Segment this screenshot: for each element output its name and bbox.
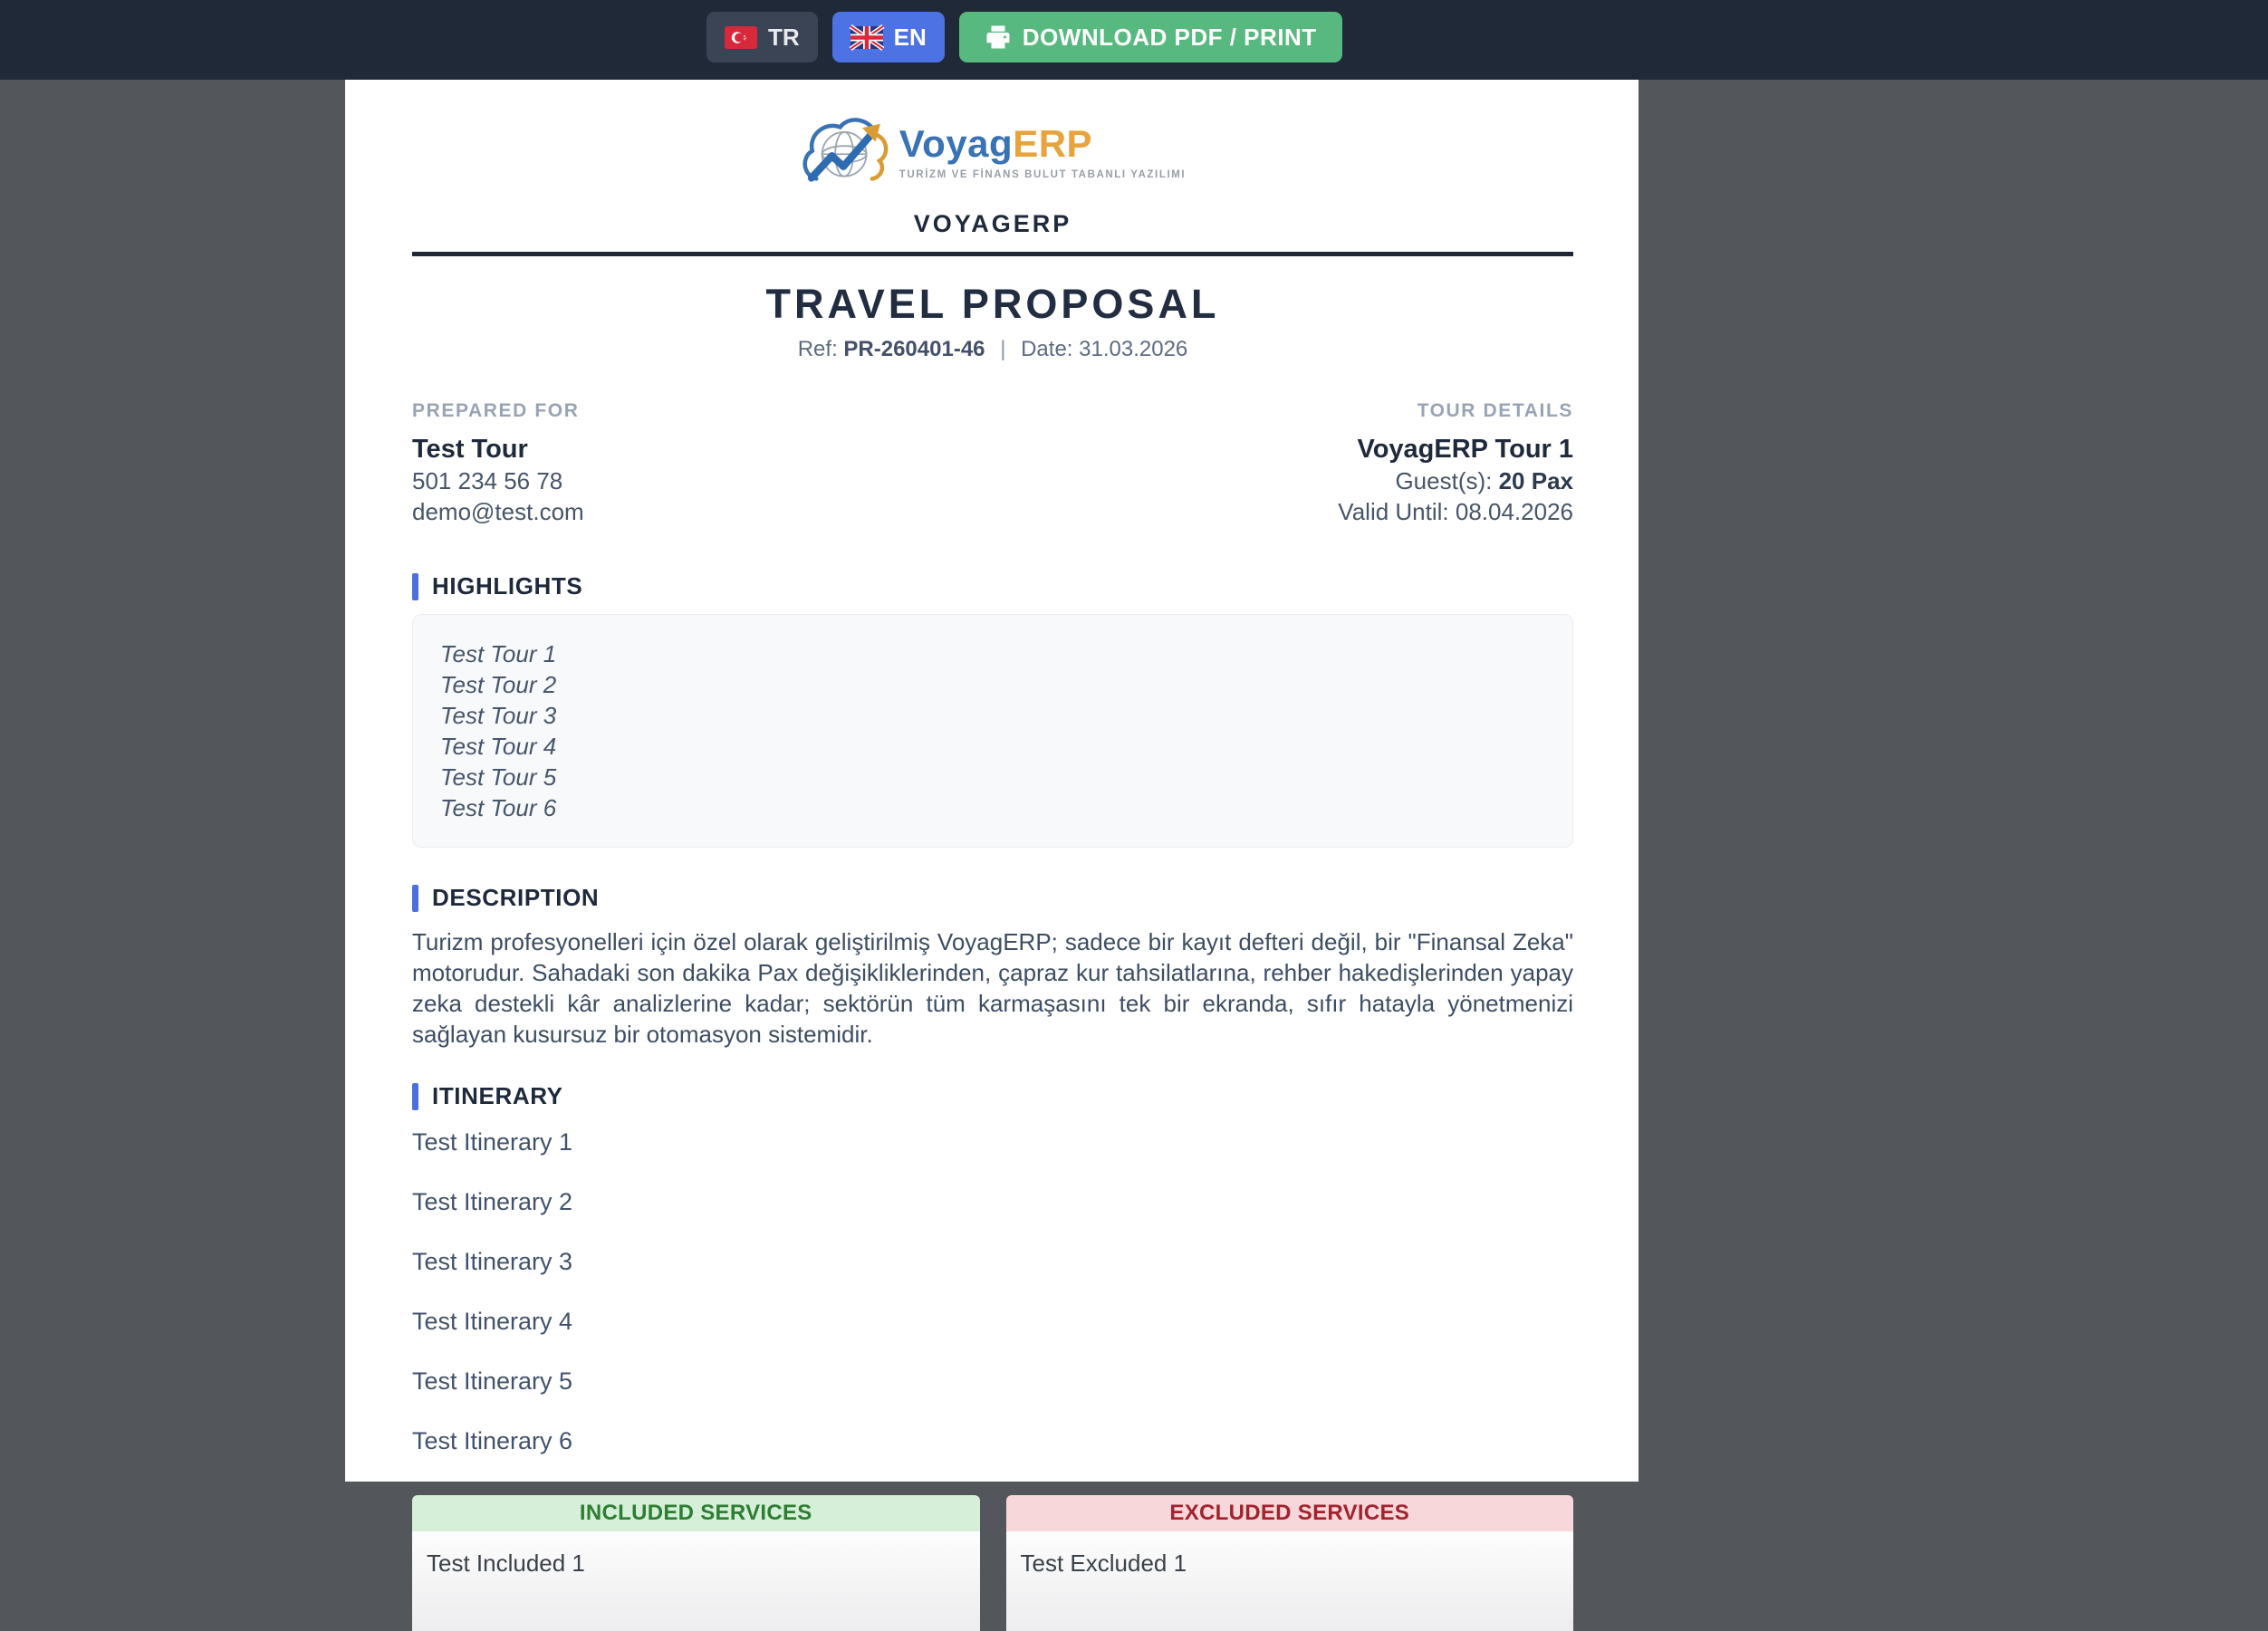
customer-phone: 501 234 56 78 [412,467,563,494]
itinerary-list [412,1130,1573,1454]
itinerary-title: ITINERARY [432,1082,563,1109]
itinerary-header [412,1082,1573,1110]
description-text: Turizm profesyonelleri için özel olarak geliştirilmiş VoyagERP; sadece bir kayıt defteri değil, bir "Finansal Zeka" motorudur. Sahadaki son dakika Pax değişikliklerinden, çapraz kur tahsilatlarına, rehber hakedişlerinden yapay zeka destekli kâr analizlerine kadar; sektörün tüm karmaşasını tek bir ekranda, sıfır hatayla yönetmenizi sağlayan kusursuz bir otomasyon sistemidir. [412,928,1573,1048]
ref-label: Ref: [797,337,838,361]
included-service-item: Test Included 1 [427,1549,585,1577]
excluded-services-list [1006,1531,1574,1631]
tour-details-block [1338,400,1573,527]
description-title: DESCRIPTION [432,884,600,911]
valid-until-line: Valid Until: 08.04.2026 [1338,498,1573,525]
guests-value: 20 Pax [1498,467,1573,494]
section-accent-bar [412,885,418,912]
reference-line [412,337,1573,362]
header-divider [412,252,1573,256]
customer-email: demo@test.com [412,498,584,525]
download-pdf-print-label: DOWNLOAD PDF / PRINT [1022,23,1317,51]
excluded-services-column [1006,1495,1574,1631]
excluded-service-item: Test Excluded 1 [1020,1549,1187,1577]
included-services-header: INCLUDED SERVICES [412,1495,980,1531]
prepared-for-block [412,400,584,527]
customer-name: Test Tour [412,435,528,464]
section-accent-bar [412,573,418,600]
highlight-item: Test Tour 4 [440,733,557,760]
ref-value: PR-260401-46 [843,337,985,361]
printer-icon [985,24,1012,51]
included-services-column [412,1495,980,1631]
highlight-item: Test Tour 3 [440,702,557,729]
guests-label: Guest(s): [1395,467,1499,494]
download-pdf-print-button[interactable] [959,12,1342,62]
itinerary-item: Test Itinerary 3 [412,1248,573,1275]
itinerary-item: Test Itinerary 4 [412,1308,573,1335]
toolbar-buttons [706,12,1342,62]
description-section [412,884,1573,1050]
highlights-section [412,572,1573,848]
uk-flag-icon [850,26,883,49]
services-row [412,1495,1573,1631]
top-toolbar [0,0,2268,80]
logo [412,107,1573,197]
language-en-label: EN [893,23,927,51]
logo-wordmark [899,124,1186,164]
language-en-button[interactable] [832,12,945,62]
tour-name: VoyagERP Tour 1 [1357,435,1573,464]
company-name: VOYAGERP [913,210,1072,237]
highlight-item: Test Tour 5 [440,763,557,791]
highlights-title: HIGHLIGHTS [432,572,583,600]
section-accent-bar [412,1083,418,1110]
logo-word-erp: ERP [1013,122,1093,165]
voyagerp-logo-icon [800,113,890,191]
ref-separator: | [1000,337,1006,361]
guests-line [1338,465,1573,496]
itinerary-item: Test Itinerary 1 [412,1128,573,1156]
proposal-document [345,80,1639,1577]
itinerary-item: Test Itinerary 5 [412,1367,573,1395]
highlight-item: Test Tour 1 [440,640,557,667]
date-label: Date: [1021,337,1073,361]
highlight-item: Test Tour 2 [440,671,557,698]
date-value: 31.03.2026 [1079,337,1188,361]
highlight-item: Test Tour 6 [440,794,557,821]
excluded-services-header: EXCLUDED SERVICES [1006,1495,1574,1531]
logo-word-voyag: Voyag [899,122,1014,165]
tour-details-label: TOUR DETAILS [1417,400,1573,421]
parties-row [412,400,1573,527]
logo-text [899,124,1186,180]
document-title: TRAVEL PROPOSAL [765,281,1220,327]
turkey-flag-icon [725,26,757,49]
included-services-list [412,1531,980,1631]
logo-tagline: TURİZM VE FİNANS BULUT TABANLI YAZILIMI [899,169,1187,180]
prepared-for-label: PREPARED FOR [412,400,580,421]
highlights-header [412,572,1573,600]
itinerary-item: Test Itinerary 6 [412,1427,573,1454]
description-header [412,884,1573,912]
language-tr-button[interactable] [706,12,818,62]
highlights-box [412,614,1573,848]
itinerary-item: Test Itinerary 2 [412,1188,573,1215]
language-tr-label: TR [768,23,800,51]
itinerary-section [412,1082,1573,1454]
